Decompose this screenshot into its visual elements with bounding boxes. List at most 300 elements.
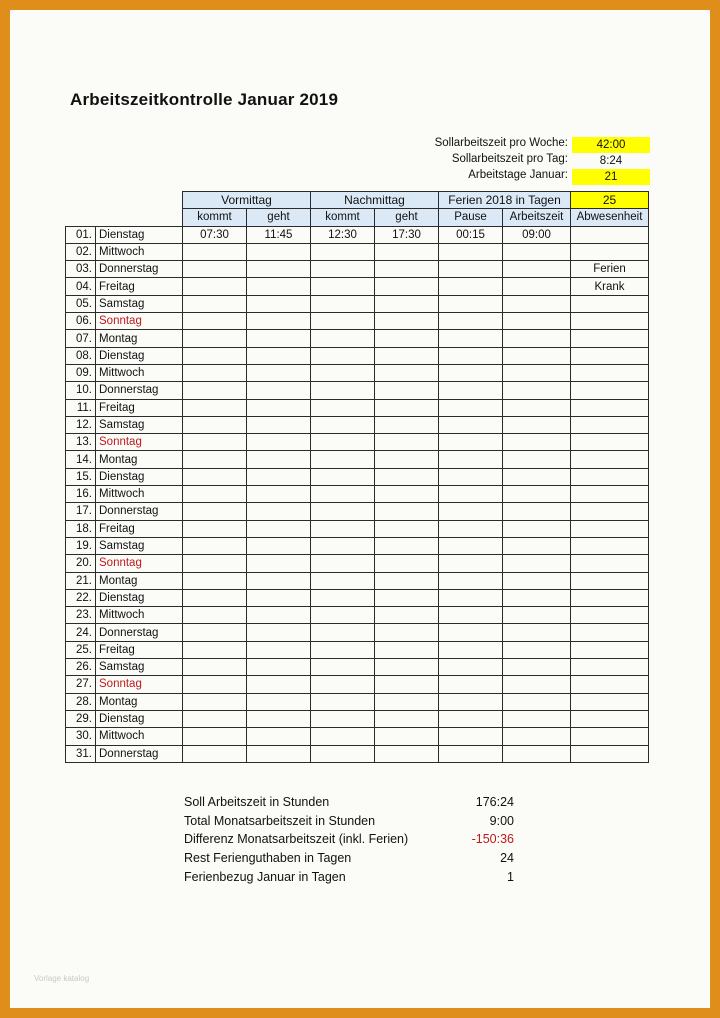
cell-vm-geht[interactable] [247, 676, 311, 693]
day-number: 06. [66, 313, 96, 330]
cell-pause[interactable] [439, 347, 503, 364]
weekday-name: Dienstag [96, 589, 183, 606]
cell-vm-geht[interactable] [247, 624, 311, 641]
cell-vm-geht[interactable] [247, 313, 311, 330]
cell-vm-geht[interactable] [247, 641, 311, 658]
cell-arbeitszeit[interactable] [503, 330, 571, 347]
cell-nm-kommt[interactable] [311, 382, 375, 399]
cell-pause[interactable] [439, 330, 503, 347]
cell-pause[interactable] [439, 243, 503, 260]
cell-nm-geht[interactable] [375, 728, 439, 745]
cell-arbeitszeit[interactable] [503, 399, 571, 416]
summary-row [184, 814, 514, 833]
cell-vm-kommt[interactable] [183, 710, 247, 727]
cell-arbeitszeit[interactable] [503, 382, 571, 399]
cell-vm-geht[interactable] [247, 503, 311, 520]
table-row [66, 555, 649, 572]
cell-abwesenheit[interactable] [571, 503, 649, 520]
cell-nm-kommt[interactable] [311, 278, 375, 295]
cell-vm-geht[interactable] [247, 710, 311, 727]
cell-nm-geht[interactable] [375, 624, 439, 641]
cell-nm-kommt[interactable] [311, 520, 375, 537]
cell-nm-kommt[interactable] [311, 243, 375, 260]
cell-vm-kommt[interactable] [183, 486, 247, 503]
cell-abwesenheit[interactable] [571, 486, 649, 503]
cell-pause[interactable]: 00:15 [439, 226, 503, 243]
cell-nm-geht[interactable] [375, 382, 439, 399]
table-row [66, 451, 649, 468]
cell-arbeitszeit[interactable] [503, 313, 571, 330]
cell-vm-geht[interactable] [247, 555, 311, 572]
cell-nm-kommt[interactable] [311, 295, 375, 312]
cell-vm-geht[interactable] [247, 261, 311, 278]
cell-vm-kommt[interactable] [183, 295, 247, 312]
day-number: 04. [66, 278, 96, 295]
table-row [66, 572, 649, 589]
cell-vm-kommt[interactable] [183, 624, 247, 641]
cell-vm-kommt[interactable] [183, 676, 247, 693]
cell-arbeitszeit[interactable] [503, 503, 571, 520]
setting-label: Sollarbeitszeit pro Woche: [434, 137, 568, 149]
cell-nm-kommt[interactable] [311, 693, 375, 710]
cell-nm-kommt[interactable] [311, 347, 375, 364]
cell-pause[interactable] [439, 537, 503, 554]
cell-pause[interactable] [439, 693, 503, 710]
day-number: 28. [66, 693, 96, 710]
cell-pause[interactable] [439, 399, 503, 416]
cell-vm-geht[interactable] [247, 278, 311, 295]
weekday-name: Donnerstag [96, 745, 183, 762]
cell-nm-kommt[interactable] [311, 486, 375, 503]
header-vormittag: Vormittag [183, 192, 311, 209]
cell-nm-kommt[interactable] [311, 589, 375, 606]
summary-value: 24 [500, 851, 514, 866]
cell-vm-geht[interactable] [247, 572, 311, 589]
cell-abwesenheit[interactable] [571, 226, 649, 243]
cell-vm-geht[interactable] [247, 486, 311, 503]
cell-vm-geht[interactable] [247, 434, 311, 451]
cell-arbeitszeit[interactable] [503, 676, 571, 693]
day-number: 03. [66, 261, 96, 278]
cell-abwesenheit[interactable] [571, 330, 649, 347]
day-number: 30. [66, 728, 96, 745]
cell-vm-kommt[interactable] [183, 382, 247, 399]
cell-vm-geht[interactable] [247, 399, 311, 416]
cell-vm-kommt[interactable] [183, 330, 247, 347]
cell-nm-kommt[interactable] [311, 555, 375, 572]
cell-nm-geht[interactable]: 17:30 [375, 226, 439, 243]
table-row [66, 486, 649, 503]
time-table [65, 191, 649, 763]
cell-nm-geht[interactable] [375, 693, 439, 710]
cell-pause[interactable] [439, 416, 503, 433]
cell-abwesenheit[interactable] [571, 416, 649, 433]
cell-abwesenheit[interactable] [571, 555, 649, 572]
cell-abwesenheit[interactable] [571, 641, 649, 658]
weekday-name: Sonntag [96, 434, 183, 451]
cell-vm-kommt[interactable] [183, 468, 247, 485]
cell-arbeitszeit[interactable] [503, 243, 571, 260]
cell-vm-kommt[interactable] [183, 399, 247, 416]
cell-pause[interactable] [439, 607, 503, 624]
table-row [66, 243, 649, 260]
cell-arbeitszeit[interactable] [503, 572, 571, 589]
cell-nm-geht[interactable] [375, 416, 439, 433]
cell-vm-kommt[interactable] [183, 416, 247, 433]
cell-nm-geht[interactable] [375, 745, 439, 762]
cell-nm-kommt[interactable] [311, 641, 375, 658]
cell-nm-kommt[interactable] [311, 451, 375, 468]
cell-nm-kommt[interactable] [311, 416, 375, 433]
cell-nm-geht[interactable] [375, 399, 439, 416]
cell-vm-geht[interactable] [247, 243, 311, 260]
table-row [66, 382, 649, 399]
cell-pause[interactable] [439, 641, 503, 658]
weekday-name: Freitag [96, 278, 183, 295]
cell-nm-geht[interactable] [375, 589, 439, 606]
setting-label: Arbeitstage Januar: [468, 169, 568, 181]
cell-abwesenheit[interactable] [571, 624, 649, 641]
cell-arbeitszeit[interactable] [503, 451, 571, 468]
cell-nm-geht[interactable] [375, 243, 439, 260]
cell-nm-geht[interactable] [375, 330, 439, 347]
table-row [66, 434, 649, 451]
cell-vm-kommt[interactable] [183, 693, 247, 710]
weekday-name: Samstag [96, 659, 183, 676]
setting-value[interactable]: 21 [572, 169, 650, 185]
cell-nm-kommt[interactable] [311, 399, 375, 416]
table-row [66, 416, 649, 433]
day-number: 02. [66, 243, 96, 260]
cell-nm-kommt[interactable] [311, 710, 375, 727]
cell-vm-geht[interactable] [247, 364, 311, 381]
summary-value: 1 [507, 869, 514, 884]
cell-nm-kommt[interactable] [311, 537, 375, 554]
table-row [66, 295, 649, 312]
document-page [10, 10, 710, 1008]
weekday-name: Sonntag [96, 313, 183, 330]
weekday-name: Montag [96, 451, 183, 468]
cell-abwesenheit[interactable] [571, 607, 649, 624]
cell-nm-kommt[interactable] [311, 330, 375, 347]
cell-vm-kommt[interactable] [183, 434, 247, 451]
cell-arbeitszeit[interactable] [503, 434, 571, 451]
cell-abwesenheit[interactable] [571, 745, 649, 762]
cell-arbeitszeit[interactable] [503, 537, 571, 554]
cell-nm-geht[interactable] [375, 537, 439, 554]
day-number: 24. [66, 624, 96, 641]
cell-nm-geht[interactable] [375, 451, 439, 468]
weekday-name: Donnerstag [96, 624, 183, 641]
summary-value: -150:36 [471, 832, 514, 847]
cell-arbeitszeit[interactable] [503, 728, 571, 745]
cell-vm-geht[interactable]: 11:45 [247, 226, 311, 243]
cell-pause[interactable] [439, 364, 503, 381]
summary-value: 176:24 [475, 795, 514, 809]
cell-nm-kommt[interactable] [311, 607, 375, 624]
weekday-name: Dienstag [96, 226, 183, 243]
cell-abwesenheit[interactable] [571, 295, 649, 312]
cell-nm-kommt[interactable] [311, 261, 375, 278]
cell-vm-geht[interactable] [247, 382, 311, 399]
summary-label: Total Monatsarbeitszeit in Stunden [184, 813, 376, 828]
table-row [66, 278, 649, 295]
cell-pause[interactable] [439, 261, 503, 278]
setting-label: Sollarbeitszeit pro Tag: [451, 153, 568, 165]
cell-arbeitszeit[interactable] [503, 468, 571, 485]
cell-nm-kommt[interactable] [311, 313, 375, 330]
weekday-name: Freitag [96, 520, 183, 537]
cell-vm-geht[interactable] [247, 728, 311, 745]
cell-arbeitszeit[interactable] [503, 659, 571, 676]
table-row [66, 503, 649, 520]
cell-vm-geht[interactable] [247, 693, 311, 710]
cell-pause[interactable] [439, 572, 503, 589]
summary-row [184, 832, 514, 851]
cell-vm-kommt[interactable] [183, 261, 247, 278]
cell-arbeitszeit[interactable] [503, 364, 571, 381]
header-geht-vm: geht [247, 209, 311, 226]
day-number: 26. [66, 659, 96, 676]
cell-nm-kommt[interactable] [311, 364, 375, 381]
cell-vm-kommt[interactable] [183, 520, 247, 537]
cell-vm-kommt[interactable] [183, 607, 247, 624]
cell-pause[interactable] [439, 295, 503, 312]
cell-vm-geht[interactable] [247, 468, 311, 485]
cell-pause[interactable] [439, 434, 503, 451]
cell-pause[interactable] [439, 555, 503, 572]
day-number: 18. [66, 520, 96, 537]
cell-arbeitszeit[interactable] [503, 641, 571, 658]
cell-vm-kommt[interactable] [183, 589, 247, 606]
table-row [66, 589, 649, 606]
cell-nm-geht[interactable] [375, 486, 439, 503]
ferien-value[interactable]: 25 [571, 192, 649, 209]
cell-nm-geht[interactable] [375, 295, 439, 312]
cell-abwesenheit[interactable] [571, 676, 649, 693]
cell-nm-kommt[interactable] [311, 745, 375, 762]
cell-abwesenheit[interactable] [571, 399, 649, 416]
cell-vm-geht[interactable] [247, 607, 311, 624]
cell-nm-geht[interactable] [375, 364, 439, 381]
cell-nm-geht[interactable] [375, 261, 439, 278]
cell-vm-kommt[interactable] [183, 659, 247, 676]
cell-vm-kommt[interactable] [183, 364, 247, 381]
cell-nm-geht[interactable] [375, 607, 439, 624]
cell-vm-kommt[interactable] [183, 641, 247, 658]
cell-vm-kommt[interactable] [183, 745, 247, 762]
cell-arbeitszeit[interactable] [503, 416, 571, 433]
cell-vm-kommt[interactable] [183, 537, 247, 554]
table-row [66, 399, 649, 416]
cell-pause[interactable] [439, 589, 503, 606]
cell-nm-geht[interactable] [375, 468, 439, 485]
cell-pause[interactable] [439, 313, 503, 330]
cell-pause[interactable] [439, 728, 503, 745]
cell-arbeitszeit[interactable]: 09:00 [503, 226, 571, 243]
cell-nm-geht[interactable] [375, 659, 439, 676]
cell-vm-kommt[interactable] [183, 728, 247, 745]
day-number: 15. [66, 468, 96, 485]
cell-abwesenheit[interactable] [571, 313, 649, 330]
cell-vm-geht[interactable] [247, 347, 311, 364]
header-ferien-label: Ferien 2018 in Tagen [439, 192, 571, 209]
cell-abwesenheit[interactable] [571, 659, 649, 676]
cell-nm-geht[interactable] [375, 572, 439, 589]
day-number: 01. [66, 226, 96, 243]
cell-nm-kommt[interactable] [311, 676, 375, 693]
cell-abwesenheit[interactable] [571, 537, 649, 554]
cell-vm-geht[interactable] [247, 589, 311, 606]
header-row-2 [66, 209, 649, 226]
cell-vm-geht[interactable] [247, 520, 311, 537]
cell-arbeitszeit[interactable] [503, 555, 571, 572]
cell-pause[interactable] [439, 745, 503, 762]
cell-nm-geht[interactable] [375, 641, 439, 658]
weekday-name: Mittwoch [96, 243, 183, 260]
cell-abwesenheit[interactable] [571, 364, 649, 381]
cell-pause[interactable] [439, 659, 503, 676]
cell-arbeitszeit[interactable] [503, 624, 571, 641]
cell-vm-kommt[interactable] [183, 278, 247, 295]
cell-vm-geht[interactable] [247, 416, 311, 433]
cell-abwesenheit[interactable] [571, 693, 649, 710]
cell-nm-kommt[interactable]: 12:30 [311, 226, 375, 243]
cell-vm-kommt[interactable] [183, 243, 247, 260]
cell-abwesenheit[interactable] [571, 710, 649, 727]
weekday-name: Freitag [96, 641, 183, 658]
cell-abwesenheit[interactable] [571, 434, 649, 451]
cell-nm-geht[interactable] [375, 710, 439, 727]
cell-arbeitszeit[interactable] [503, 607, 571, 624]
cell-vm-kommt[interactable] [183, 347, 247, 364]
day-number: 23. [66, 607, 96, 624]
weekday-name: Montag [96, 330, 183, 347]
cell-abwesenheit[interactable]: Ferien [571, 261, 649, 278]
cell-abwesenheit[interactable] [571, 468, 649, 485]
cell-vm-kommt[interactable] [183, 313, 247, 330]
cell-arbeitszeit[interactable] [503, 589, 571, 606]
weekday-name: Mittwoch [96, 607, 183, 624]
table-row [66, 745, 649, 762]
cell-pause[interactable] [439, 503, 503, 520]
cell-abwesenheit[interactable] [571, 589, 649, 606]
setting-value[interactable]: 8:24 [599, 155, 623, 167]
cell-nm-kommt[interactable] [311, 659, 375, 676]
cell-nm-geht[interactable] [375, 520, 439, 537]
cell-abwesenheit[interactable]: Krank [571, 278, 649, 295]
cell-vm-geht[interactable] [247, 295, 311, 312]
table-row [66, 659, 649, 676]
cell-vm-kommt[interactable] [183, 451, 247, 468]
cell-vm-kommt[interactable] [183, 503, 247, 520]
summary-row [184, 870, 514, 889]
cell-abwesenheit[interactable] [571, 451, 649, 468]
cell-abwesenheit[interactable] [571, 572, 649, 589]
header-nachmittag: Nachmittag [311, 192, 439, 209]
weekday-name: Montag [96, 693, 183, 710]
cell-vm-geht[interactable] [247, 451, 311, 468]
day-number: 31. [66, 745, 96, 762]
cell-vm-kommt[interactable] [183, 555, 247, 572]
day-number: 08. [66, 347, 96, 364]
cell-pause[interactable] [439, 520, 503, 537]
cell-pause[interactable] [439, 624, 503, 641]
table-row [66, 537, 649, 554]
table-row [66, 347, 649, 364]
cell-pause[interactable] [439, 382, 503, 399]
cell-pause[interactable] [439, 451, 503, 468]
cell-arbeitszeit[interactable] [503, 745, 571, 762]
cell-arbeitszeit[interactable] [503, 710, 571, 727]
table-row [66, 693, 649, 710]
cell-abwesenheit[interactable] [571, 243, 649, 260]
cell-vm-kommt[interactable] [183, 572, 247, 589]
weekday-name: Mittwoch [96, 728, 183, 745]
cell-abwesenheit[interactable] [571, 382, 649, 399]
cell-arbeitszeit[interactable] [503, 261, 571, 278]
table-row [66, 313, 649, 330]
table-row [66, 364, 649, 381]
cell-nm-geht[interactable] [375, 313, 439, 330]
cell-nm-geht[interactable] [375, 555, 439, 572]
cell-vm-geht[interactable] [247, 330, 311, 347]
cell-nm-kommt[interactable] [311, 434, 375, 451]
header-geht-nm: geht [375, 209, 439, 226]
summary-label: Differenz Monatsarbeitszeit (inkl. Ferien) [184, 832, 409, 847]
cell-abwesenheit[interactable] [571, 728, 649, 745]
cell-arbeitszeit[interactable] [503, 486, 571, 503]
cell-abwesenheit[interactable] [571, 347, 649, 364]
cell-abwesenheit[interactable] [571, 520, 649, 537]
cell-pause[interactable] [439, 468, 503, 485]
cell-pause[interactable] [439, 676, 503, 693]
cell-nm-geht[interactable] [375, 434, 439, 451]
cell-nm-kommt[interactable] [311, 468, 375, 485]
cell-nm-geht[interactable] [375, 503, 439, 520]
cell-arbeitszeit[interactable] [503, 347, 571, 364]
cell-arbeitszeit[interactable] [503, 693, 571, 710]
table-row [66, 641, 649, 658]
table-row [66, 710, 649, 727]
weekday-name: Donnerstag [96, 382, 183, 399]
weekday-name: Samstag [96, 295, 183, 312]
cell-vm-geht[interactable] [247, 537, 311, 554]
cell-pause[interactable] [439, 278, 503, 295]
cell-pause[interactable] [439, 486, 503, 503]
setting-value[interactable]: 42:00 [572, 137, 650, 153]
cell-pause[interactable] [439, 710, 503, 727]
cell-vm-geht[interactable] [247, 659, 311, 676]
cell-nm-geht[interactable] [375, 278, 439, 295]
cell-nm-geht[interactable] [375, 347, 439, 364]
cell-nm-kommt[interactable] [311, 624, 375, 641]
weekday-name: Samstag [96, 537, 183, 554]
cell-nm-kommt[interactable] [311, 572, 375, 589]
weekday-name: Dienstag [96, 468, 183, 485]
table-row [66, 261, 649, 278]
cell-nm-geht[interactable] [375, 676, 439, 693]
summary-row [184, 851, 514, 870]
cell-arbeitszeit[interactable] [503, 295, 571, 312]
cell-nm-kommt[interactable] [311, 503, 375, 520]
cell-arbeitszeit[interactable] [503, 520, 571, 537]
cell-arbeitszeit[interactable] [503, 278, 571, 295]
cell-nm-kommt[interactable] [311, 728, 375, 745]
day-number: 05. [66, 295, 96, 312]
cell-vm-geht[interactable] [247, 745, 311, 762]
cell-vm-kommt[interactable]: 07:30 [183, 226, 247, 243]
